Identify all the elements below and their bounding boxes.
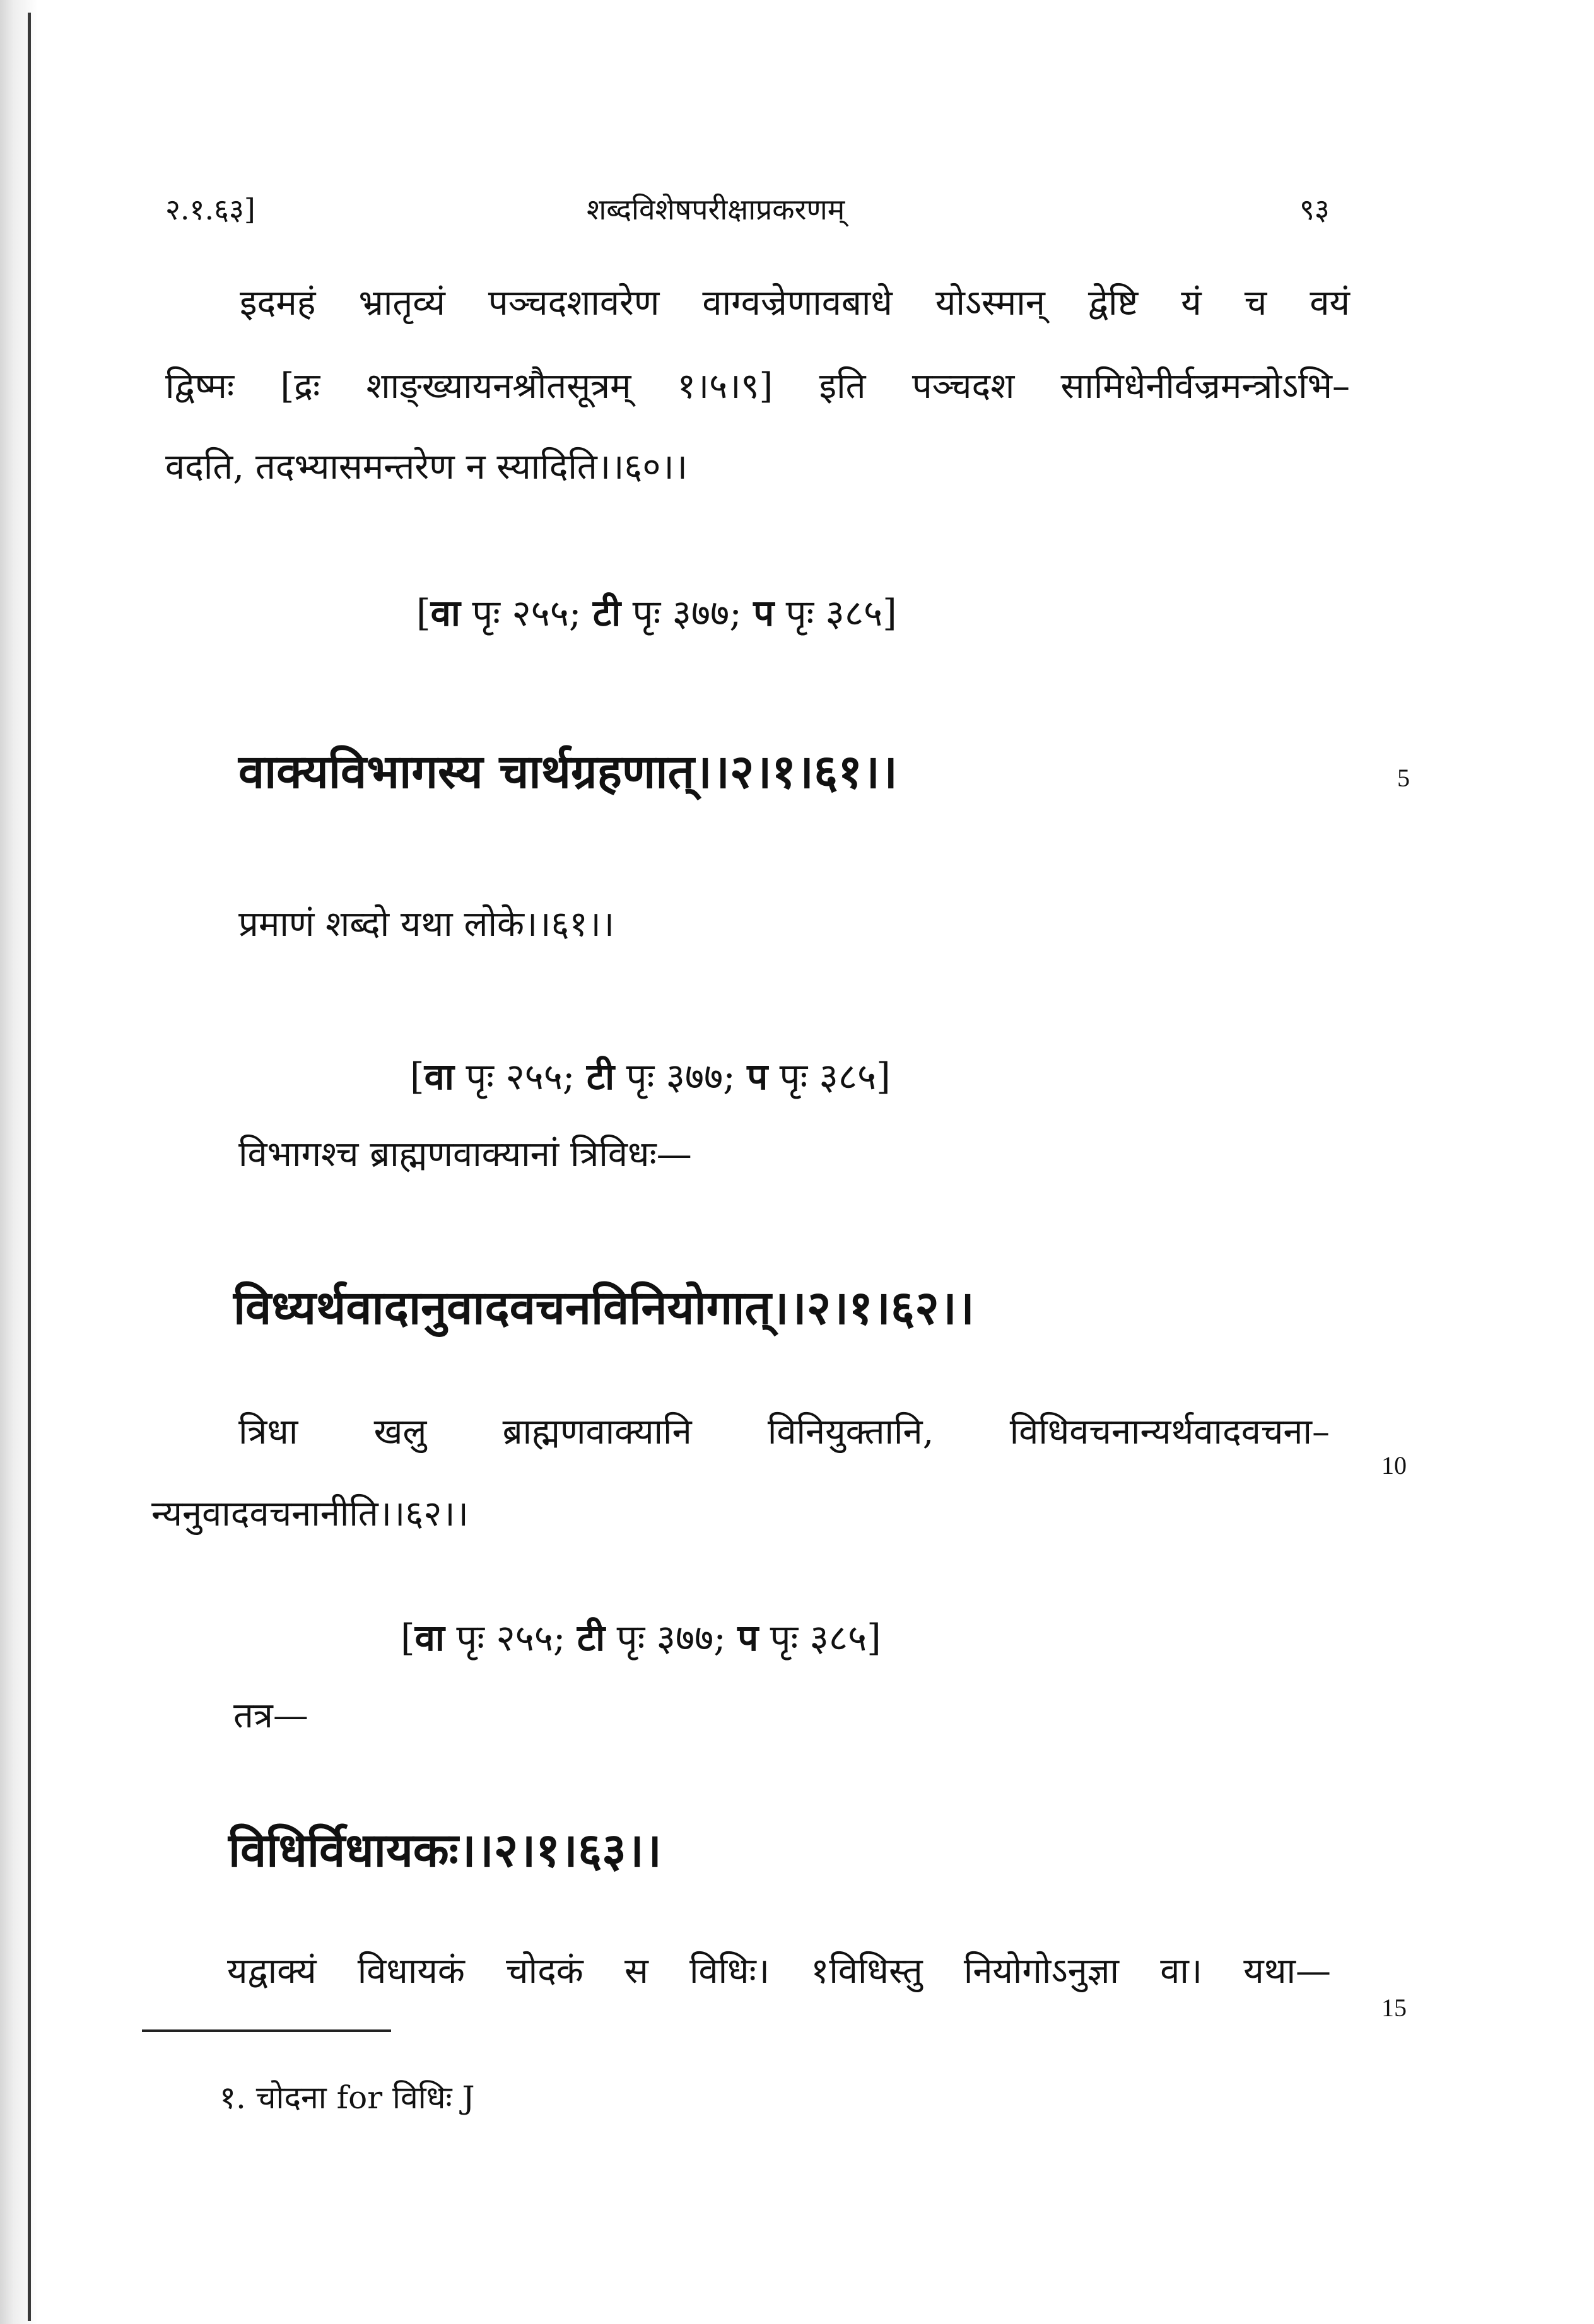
para61: प्रमाणं शब्दो यथा लोके।।६१।। [238,904,615,945]
sutra-62: विध्यर्थवादानुवादवचनविनियोगात्।।२।१।६२।। [233,1281,975,1335]
footnote-rule [142,2029,391,2032]
para60-line2: द्विष्मः [द्रः शाङ्ख्यायनश्रौतसूत्रम् १।५।९] इति पञ्चदश सामिधेनीर्वज्रमन्त्रोऽभि– [165,366,1350,407]
para60-line1: इदमहं भ्रातृव्यं पञ्चदशावरेण वाग्वज्रेणावबाधे योऽस्मान् द्वेष्टि यं च वयं [240,283,1350,324]
reference-line: [वा पृः २५५; टी पृः ३७७; प पृः ३८५] [401,1616,881,1659]
line-number-10: 10 [1381,1451,1407,1480]
intro-63: तत्र— [233,1695,308,1736]
para62-line2: न्यनुवादवचनानीति।।६२।। [151,1493,469,1534]
sutra-61: वाक्यविभागस्य चार्थग्रहणात्।।२।१।६१।। [238,745,898,799]
binding-line [28,13,31,2321]
header-section-ref: २.१.६३] [165,192,255,226]
intro-62: विभागश्च ब्राह्मणवाक्यानां त्रिविधः— [238,1134,692,1175]
reference-line: [वा पृः २५५; टी पृः ३७७; प पृः ३८५] [410,1055,891,1098]
page-binding-edge [0,0,38,2324]
sutra-63: विधिर्विधायकः।।२।१।६३।। [228,1823,662,1877]
reference-line: [वा पृः २५५; टी पृः ३७७; प पृः ३८५] [416,592,897,634]
para63: यद्वाक्यं विधायकं चोदकं स विधिः। १विधिस्तु नियोगोऽनुज्ञा वा। यथा— [227,1951,1331,1992]
header-page-number: ९३ [1299,192,1330,226]
para60-line3: वदति, तदभ्यासमन्तरेण न स्यादिति।।६०।। [165,447,688,488]
footnote: १. चोदना for विधिः J [220,2079,475,2116]
line-number-5: 5 [1397,764,1410,792]
header-title: शब्दविशेषपरीक्षाप्रकरणम् [587,192,845,226]
line-number-15: 15 [1381,1994,1407,2022]
para62-line1: त्रिधा खलु ब्राह्मणवाक्यानि विनियुक्तानि, विधिवचनान्यर्थवादवचना– [238,1411,1330,1452]
